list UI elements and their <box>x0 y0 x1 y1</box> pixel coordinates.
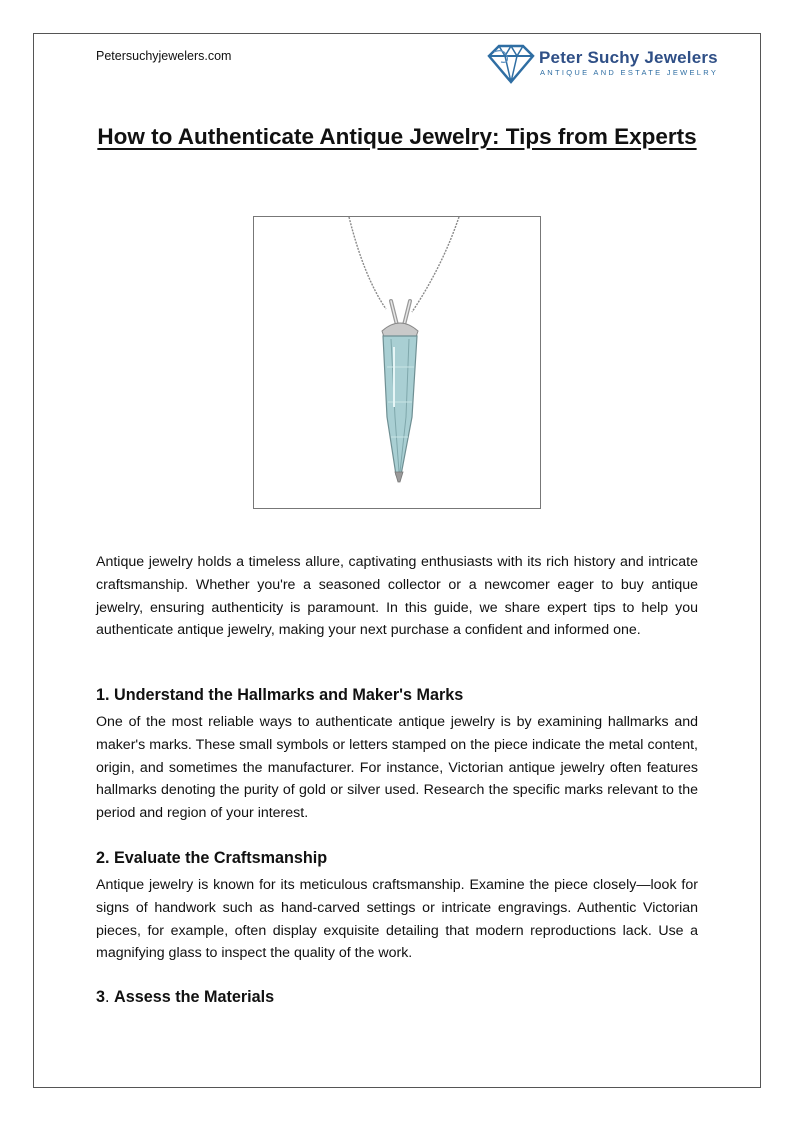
section-3-heading <box>96 988 274 1007</box>
logo-name: Peter Suchy Jewelers <box>539 48 718 67</box>
section-2-heading: 2. Evaluate the Craftsmanship <box>96 849 328 867</box>
section-3-number: 3 <box>96 988 106 1006</box>
intro-paragraph: Antique jewelry holds a timeless allure, captivating enthusiasts with its rich history and intricate craftsmanship. Whether you're a seasoned collector or a newcomer eager to buy antique jewelry, ensuring authenticity is paramount. In this guide, we share expert tips to help you authenticate antique jewelry, making your next purchase a confident and informed one. <box>96 554 698 639</box>
brand-logo[interactable] <box>487 44 719 84</box>
section-1-body: One of the most reliable ways to authenticate antique jewelry is by examining hallmarks and maker's marks. These small symbols or letters stamped on the piece indicate the metal content, origin, and sometimes the manufacturer. For instance, Victorian antique jewelry often features hallmarks denoting the purity of gold or silver used. Research the specific marks relevant to the period and region of your interest. <box>96 714 698 822</box>
section-3-title: Assess the Materials <box>114 988 275 1006</box>
section-1-heading: 1. Understand the Hallmarks and Maker's Marks <box>96 686 464 704</box>
logo-tagline: ANTIQUE AND ESTATE JEWELRY <box>540 68 719 77</box>
diamond-logo-icon <box>487 44 535 84</box>
section-2-body: Antique jewelry is known for its meticulous craftsmanship. Examine the piece closely—look for signs of handwork such as hand-carved settings or intricate engravings. Authentic Victorian pieces, for example, often display exquisite detailing that modern reproductions lack. Use a magnifying glass to inspect the quality of the work. <box>96 877 698 962</box>
section-3-separator: . <box>105 988 115 1006</box>
article-title: How to Authenticate Antique Jewelry: Tips from Experts <box>97 124 697 149</box>
pendant-photo <box>253 216 541 509</box>
site-url[interactable]: Petersuchyjewelers.com <box>96 49 232 63</box>
aquamarine-pendant-necklace-image <box>254 217 540 508</box>
